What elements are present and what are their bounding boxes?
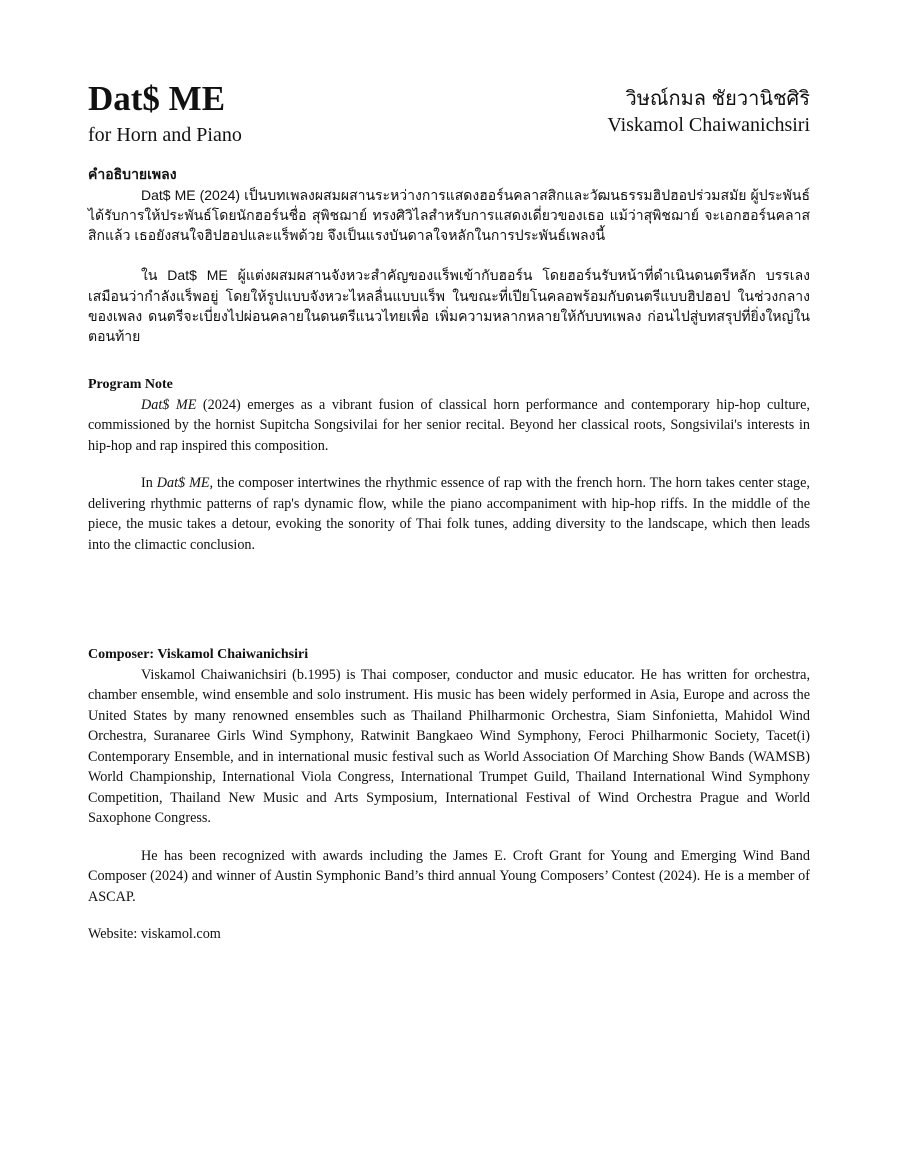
bio-paragraph-1: Viskamol Chaiwanichsiri (b.1995) is Thai composer, conductor and music educator. He has written for orchestra, chamber ensemble, wind ensemble and solo instrument. His music has been widely performed in Asia, Europe and across the United States by many renowned ensembles such as Thailand Philharmonic Orchestra, Siam Sinfonietta, Mahidol Wind Orchestra, Suranaree Girls Wind Symphony, Ratwinit Bangkaeo Wind Symphony, Feroci Philharmonic Society, Tacet(i) Contemporary Ensemble, and in international music festival such as World Association Of Marching Show Bands (WAMSB) World Championship, International Viola Congress, International Trumpet Guild, Thailand International Wind Symphony Competition, Thailand New Music and Arts Symposium, International Festival of Wind Orchestra Prague and World Saxophone Congress. — [88, 666, 810, 827]
composer-name-thai: วิษณ์กมล ชัยวานิชศิริ — [625, 88, 810, 110]
piece-title-italic: Dat$ ME, — [156, 475, 214, 492]
program-note-paragraph-2-lead: In — [141, 475, 157, 492]
program-note-paragraph-1 — [88, 395, 810, 457]
piece-title-italic: Dat$ ME — [141, 396, 197, 413]
piece-title: Dat$ ME — [88, 79, 226, 118]
program-note-paragraph-2-text: the composer intertwines the rhythmic essence of rap with the french horn. The horn takes center stage, delivering rhythmic patterns of rap's dynamic flow, while the piano accompaniment with hip-hop riffs. In the middle of the piece, the music takes a detour, evoking the sonority of Thai folk tunes, adding diversity to the landscape, which then leads into the climactic conclusion. — [88, 475, 810, 553]
composer-name-english: Viskamol Chaiwanichsiri — [607, 114, 810, 136]
bio-paragraph-2: He has been recognized with awards including the James E. Croft Grant for Young and Emerging Wind Band Composer (2024) and winner of Austin Symphonic Band’s third annual Young Composers’ Contest (2024). He is a member of ASCAP. — [88, 847, 810, 905]
piece-subtitle: for Horn and Piano — [88, 124, 242, 146]
english-program-note — [88, 375, 810, 555]
thai-program-note — [88, 165, 810, 347]
composer-credit — [607, 87, 810, 138]
composer-bio — [88, 645, 810, 945]
program-note-paragraph-1-text: (2024) emerges as a vibrant fusion of classical horn performance and contemporary hip-hop culture, commissioned by the hornist Supitcha Songsivilai for her senior recital. Beyond her classical roots, Songsivilai's interests in hip-hop and rap inspired this composition. — [88, 396, 810, 454]
bio-heading: Composer: Viskamol Chaiwanichsiri — [88, 647, 309, 662]
website-line: Website: viskamol.com — [88, 926, 221, 943]
thai-note-paragraph-1: Dat$ ME (2024) เป็นบทเพลงผสมผสานระหว่างการแสดงฮอร์นคลาสสิกและวัฒนธรรมฮิปฮอปร่วมสมัย ผู้ประพันธ์ได้รับการให้ประพันธ์โดยนักฮอร์นชื่อ สุพิชฌาย์ ทรงศิวิไลสำหรับการแสดงเดี่ยวของเธอ แม้ว่าสุพิชฌาย์ จะเอกฮอร์นคลาสสิกแล้ว เธอยังสนใจฮิปฮอปและแร็พด้วย จึงเป็นแรงบันดาลใจหลักในการประพันธ์เพลงนี้ — [88, 186, 810, 244]
thai-note-heading: คำอธิบายเพลง — [88, 166, 177, 182]
program-note-heading: Program Note — [88, 377, 173, 392]
thai-note-paragraph-2: ใน Dat$ ME ผู้แต่งผสมผสานจังหวะสำคัญของแร็พเข้ากับฮอร์น โดยฮอร์นรับหน้าที่ดำเนินดนตรีหลัก บรรเลงเสมือนว่ากำลังแร็พอยู่ โดยให้รูปแบบจังหวะไหลลื่นแบบแร็พ ในขณะที่เปียโนคลอพร้อมกับดนตรีแบบฮิปฮอป ในช่วงกลางของเพลง ดนตรีจะเบี่ยงไปผ่อนคลายในดนตรีแนวไทยเพื่อ เพิ่มความหลากหลายให้กับบทเพลง ก่อนไปสู่บทสรุปที่ยิ่งใหญ่ในตอนท้าย — [88, 267, 810, 345]
program-note-paragraph-2 — [88, 473, 810, 555]
